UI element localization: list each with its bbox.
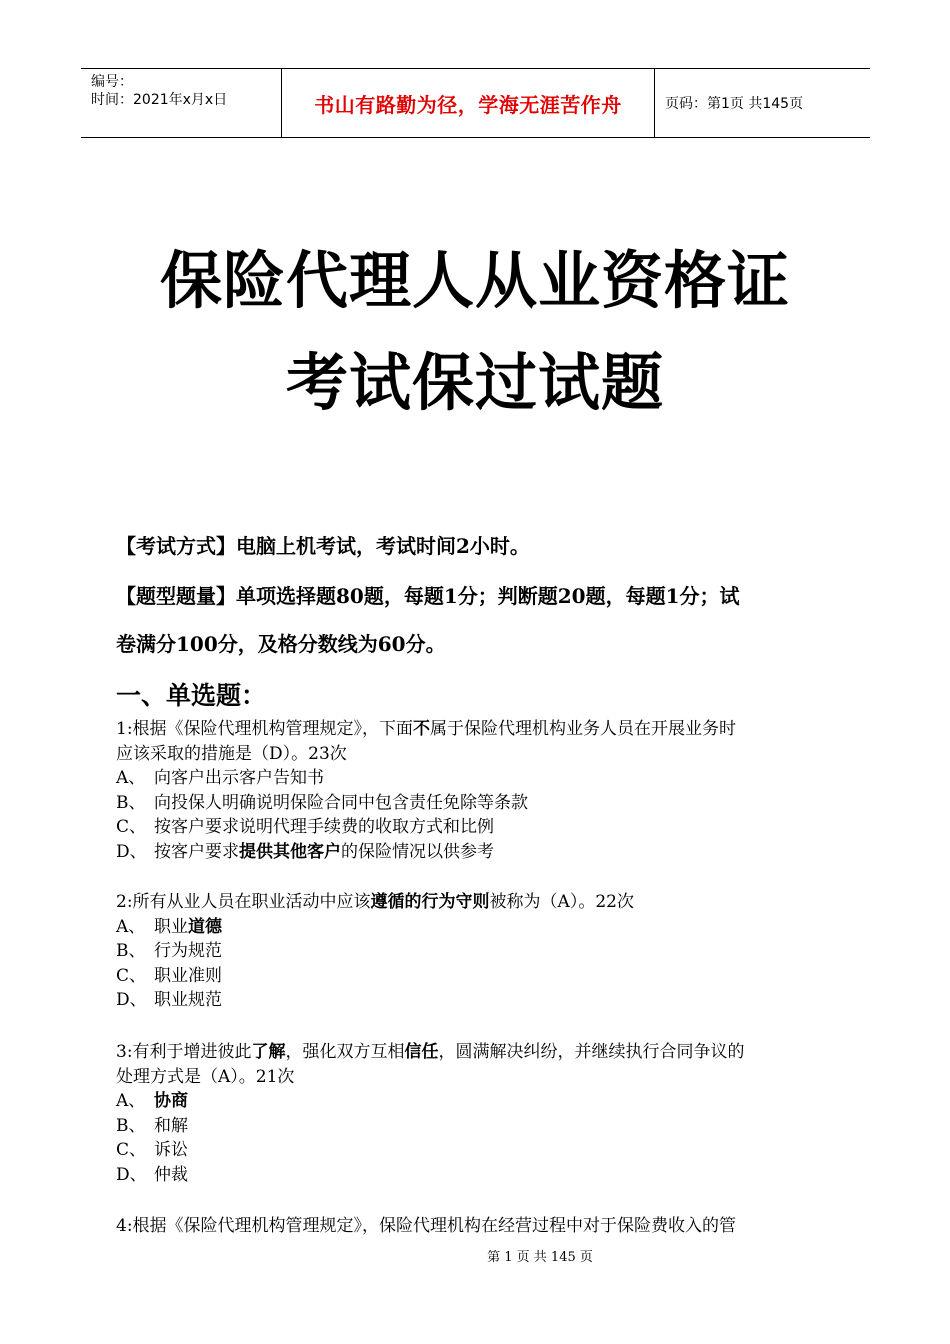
option-a: A、 协商 — [116, 1091, 188, 1111]
question-stem: 4:根据《保险代理机构管理规定》，保险代理机构在经营过程中对于保险费收入的管 — [116, 1216, 737, 1236]
option-b: B、 向投保人明确说明保险合同中包含责任免除等条款 — [116, 792, 528, 813]
question-stem-cont: 处理方式是（A）。21次 — [116, 1066, 295, 1087]
intro-scoring: 卷满分100分，及格分数线为60分。 — [116, 632, 446, 656]
option-a: A、 职业道德 — [116, 916, 222, 937]
intro-question-types: 【题型题量】单项选择题80题，每题1分；判断题20题，每题1分；试 — [116, 584, 740, 608]
section-heading: 一、单选题： — [116, 681, 267, 710]
question-stem: 3:有利于增进彼此了解，强化双方互相信任，圆满解决纠纷，并继续执行合同争议的 — [116, 1042, 745, 1062]
question-3 — [116, 1040, 846, 1187]
option-c: C、 按客户要求说明代理手续费的收取方式和比例 — [116, 817, 494, 837]
option-c: C、 诉讼 — [116, 1140, 188, 1160]
question-2 — [116, 890, 846, 1013]
header-motto: 书山有路勤为径，学海无涯苦作舟 — [282, 69, 655, 137]
option-a: A、 向客户出示客户告知书 — [116, 768, 324, 788]
header-meta — [81, 69, 282, 137]
option-d: D、 按客户要求提供其他客户的保险情况以供参考 — [116, 841, 494, 862]
option-c: C、 职业准则 — [116, 965, 222, 986]
question-stem: 2:所有从业人员在职业活动中应该遵循的行为守则被称为（A）。22次 — [116, 892, 634, 912]
option-d: D、 仲裁 — [116, 1164, 188, 1185]
question-1 — [116, 717, 846, 864]
question-4 — [116, 1214, 846, 1239]
document-title-line2: 考试保过试题 — [285, 346, 664, 419]
page-footer: 第 1 页 共 145 页 — [487, 1250, 593, 1265]
header-table — [81, 68, 870, 138]
document-title-line1: 保险代理人从业资格证 — [159, 244, 790, 317]
question-stem-cont: 应该采取的措施是（D）。23次 — [116, 743, 347, 764]
intro-exam-method: 【考试方式】电脑上机考试，考试时间2小时。 — [116, 534, 530, 558]
option-b: B、 行为规范 — [116, 941, 222, 961]
question-stem: 1:根据《保险代理机构管理规定》，下面不属于保险代理机构业务人员在开展业务时 — [116, 719, 737, 739]
option-b: B、 和解 — [116, 1115, 188, 1136]
time-label: 时间：2021年x月x日 — [91, 92, 228, 108]
option-d: D、 职业规范 — [116, 990, 222, 1010]
header-page-label: 页码：第1页 共145页 — [665, 96, 804, 112]
number-label: 编号： — [91, 74, 133, 90]
